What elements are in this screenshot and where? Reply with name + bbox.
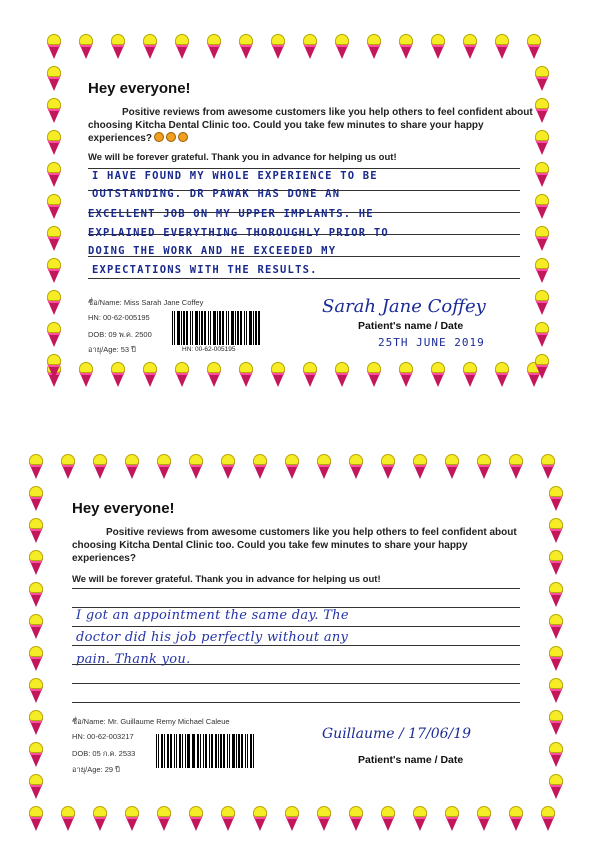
rule-line [88,278,520,279]
ice-cream-cone-icon [46,226,62,252]
sticker-dob: DOB: 05 ก.ค. 2533 [72,749,136,758]
ice-cream-cone-icon [284,806,300,832]
ice-cream-cone-icon [534,194,550,220]
barcode-bar [218,734,219,768]
barcode-bar [174,311,176,345]
ice-cream-cone-icon [316,454,332,480]
ice-cream-cone-icon [28,518,44,544]
patient-signature: Sarah Jane Coffey [322,296,486,317]
barcode-bar [205,734,207,768]
barcode-bar [249,311,251,345]
barcode-bar [161,734,163,768]
ice-cream-cone-icon [46,162,62,188]
barcode-bar [235,311,236,345]
thanks-line: We will be forever grateful. Thank you in advance for helping us out! [88,152,397,163]
barcode-bar [179,734,181,768]
barcode-bar [187,734,189,768]
ice-cream-cone-icon [46,322,62,348]
ice-cream-cone-icon [348,806,364,832]
ice-cream-cone-icon [302,362,318,388]
rule-line [72,683,520,684]
barcode-bar [192,311,194,345]
ice-cream-cone-icon [46,98,62,124]
ice-cream-cone-icon [534,258,550,284]
ice-cream-cone-icon [548,646,564,672]
barcode-bar [253,734,254,768]
ice-cream-cone-icon [430,34,446,60]
ice-cream-cone-icon [534,130,550,156]
patient-signature: Guillaume / 17/06/19 [322,726,472,742]
ice-cream-cone-icon [508,454,524,480]
barcode-bar [209,734,210,768]
ice-cream-cone-icon [46,34,62,60]
ice-cream-cone-icon [548,710,564,736]
ice-cream-cone-icon [206,362,222,388]
ice-cream-cone-icon [28,614,44,640]
barcode-bar [238,734,239,768]
ice-cream-cone-icon [534,226,550,252]
ice-cream-cone-icon [46,258,62,284]
barcode-number: HN: 00-62-005195 [182,346,236,353]
ice-cream-cone-icon [28,582,44,608]
barcode-bar [197,734,199,768]
review-line: I HAVE FOUND MY WHOLE EXPERIENCE TO BE [92,170,378,182]
sticker-age: อายุ/Age: 29 ปี [72,765,120,774]
ice-cream-cone-icon [28,678,44,704]
ice-cream-cone-icon [412,806,428,832]
ice-cream-cone-icon [220,454,236,480]
review-line: pain. Thank you. [76,652,191,667]
barcode-bar [170,734,172,768]
intro-line-2: choosing Kitcha Dental Clinic too. Could you take few minutes to share your happy [88,120,484,131]
ice-cream-cone-icon [28,550,44,576]
ice-cream-cone-icon [548,614,564,640]
intro-line-3-text: experiences? [88,133,152,144]
ice-cream-cone-icon [78,34,94,60]
ice-cream-cone-icon [110,362,126,388]
barcode-bar [223,734,225,768]
ice-cream-cone-icon [46,290,62,316]
barcode-bar [220,734,221,768]
barcode-bar [244,311,245,345]
ice-cream-cone-icon [124,454,140,480]
ice-cream-cone-icon [142,34,158,60]
card-heading: Hey everyone! [72,500,175,517]
barcode-bar [177,311,179,345]
ice-cream-cone-icon [46,66,62,92]
sticker-hn: HN: 00-62-005195 [88,313,150,322]
sticker-name: ชื่อ/Name: Mr. Guillaume Remy Michael Caleue [72,717,230,726]
intro-line-2: choosing Kitcha Dental Clinic too. Could you take few minutes to share your happy [72,540,468,551]
ice-cream-cone-icon [366,362,382,388]
ice-cream-cone-icon [540,806,556,832]
ice-cream-cone-icon [174,362,190,388]
barcode [172,311,262,345]
ice-cream-cone-icon [548,774,564,800]
ice-cream-cone-icon [302,34,318,60]
ice-cream-cone-icon [334,34,350,60]
thanks-line: We will be forever grateful. Thank you in advance for helping us out! [72,574,381,585]
barcode-bar [258,311,260,345]
barcode-bar [236,734,237,768]
review-line: doctor did his job perfectly without any [76,630,349,645]
review-line: OUTSTANDING. DR PAWAK HAS DONE AN [92,188,341,200]
ice-cream-cone-icon [28,774,44,800]
ice-cream-cone-icon [398,34,414,60]
barcode-bar [203,734,204,768]
ice-cream-cone-icon [548,582,564,608]
ice-cream-cone-icon [526,34,542,60]
ice-cream-cone-icon [494,34,510,60]
ice-cream-cone-icon [174,34,190,60]
barcode-bar [217,311,218,345]
barcode-bar [213,311,215,345]
ice-cream-cone-icon [188,806,204,832]
ice-cream-cone-icon [548,742,564,768]
ice-cream-cone-icon [142,362,158,388]
ice-cream-cone-icon [462,34,478,60]
barcode-bar [172,311,173,345]
barcode-bar [156,734,157,768]
ice-cream-cone-icon [124,806,140,832]
patient-name-date-label: Patient's name / Date [358,754,464,766]
rule-line [72,702,520,703]
ice-cream-cone-icon [78,362,94,388]
barcode-bar [232,734,234,768]
barcode-bar [229,734,230,768]
smile-emoji-icon [178,132,188,142]
rule-line [72,588,520,589]
patient-name-date-label: Patient's name / Date [358,320,464,332]
barcode-bar [227,734,228,768]
ice-cream-cone-icon [540,454,556,480]
ice-cream-cone-icon [110,34,126,60]
ice-cream-cone-icon [270,34,286,60]
barcode-bar [204,311,206,345]
ice-cream-cone-icon [46,130,62,156]
card-heading: Hey everyone! [88,80,191,97]
ice-cream-cone-icon [494,362,510,388]
barcode-bar [226,311,227,345]
ice-cream-cone-icon [28,646,44,672]
rule-line [72,645,520,646]
barcode-bar [174,734,175,768]
barcode [156,734,256,768]
review-card-1 [0,0,595,410]
ice-cream-cone-icon [28,710,44,736]
sticker-name: ชื่อ/Name: Miss Sarah Jane Coffey [88,298,204,307]
barcode-bar [199,311,200,345]
smile-emoji-icon [154,132,164,142]
ice-cream-cone-icon [238,34,254,60]
review-date: 25TH JUNE 2019 [378,336,485,349]
barcode-bar [211,734,212,768]
ice-cream-cone-icon [252,454,268,480]
smile-emoji-icon [166,132,176,142]
rule-line [72,626,520,627]
ice-cream-cone-icon [534,354,550,380]
intro-line-1: Positive reviews from awesome customers like you help others to feel confident about [122,107,533,118]
intro-line-3 [88,132,188,145]
ice-cream-cone-icon [534,98,550,124]
barcode-bar [215,734,217,768]
barcode-bar [182,734,183,768]
barcode-bar [253,311,254,345]
ice-cream-cone-icon [534,162,550,188]
barcode-bar [167,734,168,768]
ice-cream-cone-icon [534,322,550,348]
ice-cream-cone-icon [28,806,44,832]
ice-cream-cone-icon [238,362,254,388]
ice-cream-cone-icon [380,806,396,832]
barcode-bar [176,734,177,768]
ice-cream-cone-icon [412,454,428,480]
ice-cream-cone-icon [284,454,300,480]
barcode-bar [228,311,230,345]
barcode-bar [208,311,209,345]
barcode-bar [219,311,221,345]
ice-cream-cone-icon [444,806,460,832]
barcode-bar [237,311,239,345]
barcode-bar [193,734,194,768]
sticker-dob: DOB: 09 พ.ค. 2500 [88,330,152,339]
barcode-bar [250,734,252,768]
ice-cream-cone-icon [444,454,460,480]
review-line: DOING THE WORK AND HE EXCEEDED MY [88,245,337,257]
barcode-bar [181,311,182,345]
ice-cream-cone-icon [92,806,108,832]
rule-line [88,168,520,169]
ice-cream-cone-icon [206,34,222,60]
ice-cream-cone-icon [508,806,524,832]
ice-cream-cone-icon [252,806,268,832]
ice-cream-cone-icon [60,454,76,480]
barcode-bar [192,734,193,768]
ice-cream-cone-icon [548,518,564,544]
intro-line-3: experiences? [72,553,136,564]
ice-cream-cone-icon [380,454,396,480]
sticker-age: อายุ/Age: 53 ปี [88,345,136,354]
barcode-bar [200,734,201,768]
ice-cream-cone-icon [476,454,492,480]
intro-line-1: Positive reviews from awesome customers like you help others to feel confident about [106,527,517,538]
ice-cream-cone-icon [28,454,44,480]
ice-cream-cone-icon [548,550,564,576]
ice-cream-cone-icon [430,362,446,388]
barcode-bar [247,734,248,768]
ice-cream-cone-icon [28,486,44,512]
ice-cream-cone-icon [46,194,62,220]
ice-cream-cone-icon [270,362,286,388]
barcode-bar [195,311,197,345]
barcode-bar [164,734,165,768]
ice-cream-cone-icon [316,806,332,832]
ice-cream-cone-icon [28,742,44,768]
ice-cream-cone-icon [188,454,204,480]
ice-cream-cone-icon [348,454,364,480]
sticker-hn: HN: 00-62-003217 [72,732,134,741]
barcode-bar [255,311,257,345]
review-card-2 [0,430,595,842]
ice-cream-cone-icon [92,454,108,480]
ice-cream-cone-icon [220,806,236,832]
barcode-bar [245,734,246,768]
review-line: EXPECTATIONS WITH THE RESULTS. [92,264,318,276]
ice-cream-cone-icon [46,362,62,388]
barcode-bar [222,311,224,345]
ice-cream-cone-icon [462,362,478,388]
ice-cream-cone-icon [46,354,62,380]
ice-cream-cone-icon [60,806,76,832]
barcode-bar [246,311,248,345]
barcode-bar [231,311,233,345]
barcode-bar [183,311,185,345]
ice-cream-cone-icon [398,362,414,388]
ice-cream-cone-icon [334,362,350,388]
barcode-bar [185,734,186,768]
barcode-bar [186,311,188,345]
ice-cream-cone-icon [548,486,564,512]
review-line: EXPLAINED EVERYTHING THOROUGHLY PRIOR TO [88,227,389,239]
ice-cream-cone-icon [548,678,564,704]
barcode-bar [158,734,159,768]
barcode-bar [190,311,191,345]
ice-cream-cone-icon [156,806,172,832]
review-line: EXCELLENT JOB ON MY UPPER IMPLANTS. HE [88,208,374,220]
ice-cream-cone-icon [476,806,492,832]
barcode-bar [210,311,212,345]
ice-cream-cone-icon [534,290,550,316]
ice-cream-cone-icon [526,362,542,388]
barcode-bar [240,311,242,345]
ice-cream-cone-icon [366,34,382,60]
ice-cream-cone-icon [156,454,172,480]
barcode-bar [201,311,203,345]
review-line: I got an appointment the same day. The [76,608,349,623]
ice-cream-cone-icon [534,66,550,92]
barcode-bar [241,734,243,768]
